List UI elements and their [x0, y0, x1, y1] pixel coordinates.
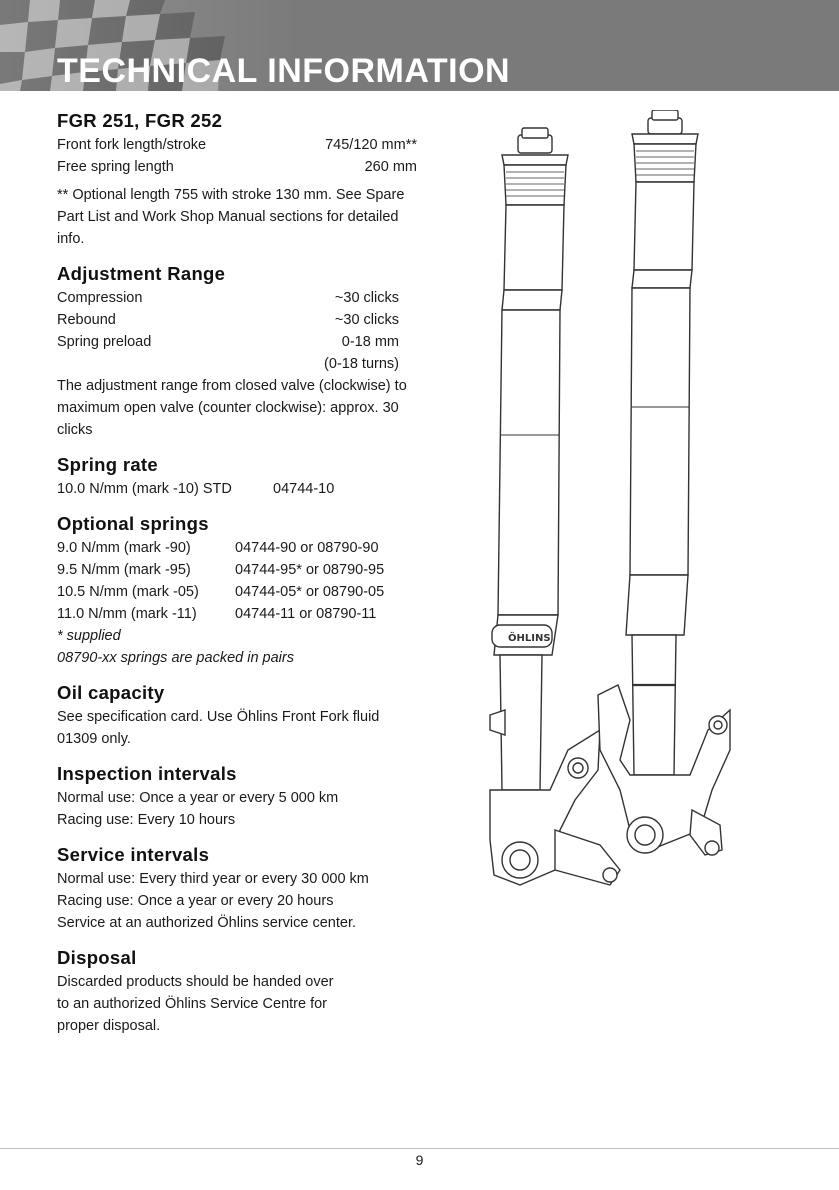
optional-springs-heading: Optional springs [57, 513, 209, 534]
spring-rate-value: 9.0 N/mm (mark -90) [57, 540, 191, 556]
front-fork-illustration [480, 110, 800, 910]
page-header [0, 0, 839, 91]
fork-brand-label: ÖHLINS [508, 633, 551, 644]
adjustment-value: ~30 clicks [334, 312, 399, 328]
service-heading: Service intervals [57, 844, 210, 865]
left-fork-leg [490, 128, 620, 885]
disposal-heading: Disposal [57, 947, 137, 968]
page-number: 9 [415, 1152, 424, 1168]
disposal-line: proper disposal. [57, 1018, 161, 1034]
oil-heading: Oil capacity [57, 682, 165, 703]
adjustment-row [57, 287, 399, 309]
spec-label: Free spring length [57, 159, 174, 175]
spring-part-numbers: 04744-95* or 08790-95 [235, 562, 385, 578]
disposal-line: Discarded products should be handed over [57, 974, 334, 990]
inspection-line: Racing use: Every 10 hours [57, 812, 236, 828]
service-line: Racing use: Once a year or every 20 hours [57, 893, 334, 909]
spring-rate-value: 10.5 N/mm (mark -05) [57, 584, 199, 600]
disposal-line: to an authorized Öhlins Service Centre for [57, 996, 327, 1012]
adjustment-heading: Adjustment Range [57, 263, 226, 284]
pairs-footnote: 08790-xx springs are packed in pairs [57, 650, 294, 666]
right-fork-leg [598, 110, 730, 855]
spring-rate-value: 9.5 N/mm (mark -95) [57, 562, 191, 578]
spring-part-numbers: 04744-11 or 08790-11 [235, 606, 377, 622]
oil-text: See specification card. Use Öhlins Front Fork fluid 01309 only. [57, 709, 380, 747]
optional-spring-row [57, 603, 417, 625]
adjustment-label: Spring preload [57, 334, 152, 350]
supplied-footnote: * supplied [57, 628, 121, 644]
service-line: Service at an authorized Öhlins service center. [57, 915, 357, 931]
spring-rate-heading: Spring rate [57, 454, 158, 475]
optional-spring-row [57, 581, 417, 603]
spec-content [57, 108, 417, 1037]
adjustment-value: (0-18 turns) [324, 356, 399, 372]
optional-spring-row [57, 559, 417, 581]
adjustment-value: ~30 clicks [334, 290, 399, 306]
spec-value: 745/120 mm** [325, 137, 417, 153]
spec-value: 260 mm [364, 159, 417, 175]
spring-rate-value: 10.0 N/mm (mark -10) STD [57, 481, 232, 497]
adjustment-value: 0-18 mm [341, 334, 399, 350]
adjustment-label: Compression [57, 290, 143, 306]
model-heading: FGR 251, FGR 252 [57, 110, 223, 131]
spec-row [57, 134, 417, 156]
inspection-heading: Inspection intervals [57, 763, 237, 784]
spring-rate-value: 11.0 N/mm (mark -11) [57, 606, 197, 622]
service-line: Normal use: Every third year or every 30 000 km [57, 871, 369, 887]
page-title: TECHNICAL INFORMATION [57, 52, 511, 90]
inspection-line: Normal use: Once a year or every 5 000 km [57, 790, 339, 806]
adjustment-row [57, 331, 399, 353]
length-note: ** Optional length 755 with stroke 130 mm. See Spare Part List and Work Shop Manual sections for detailed info. [57, 187, 405, 247]
adjustment-row [57, 353, 399, 375]
spec-label: Front fork length/stroke [57, 137, 207, 153]
footer-divider [0, 1148, 839, 1149]
spring-part-numbers: 04744-90 or 08790-90 [235, 540, 379, 556]
spring-rate-row [57, 478, 417, 500]
adjustment-note: The adjustment range from closed valve (clockwise) to maximum open valve (counter clockwise): approx. 30 clicks [57, 378, 407, 438]
spring-part-numbers: 04744-05* or 08790-05 [235, 584, 385, 600]
spring-rate-part: 04744-10 [273, 481, 335, 497]
adjustment-row [57, 309, 399, 331]
spec-row [57, 156, 417, 178]
optional-spring-row [57, 537, 417, 559]
adjustment-label: Rebound [57, 312, 116, 328]
